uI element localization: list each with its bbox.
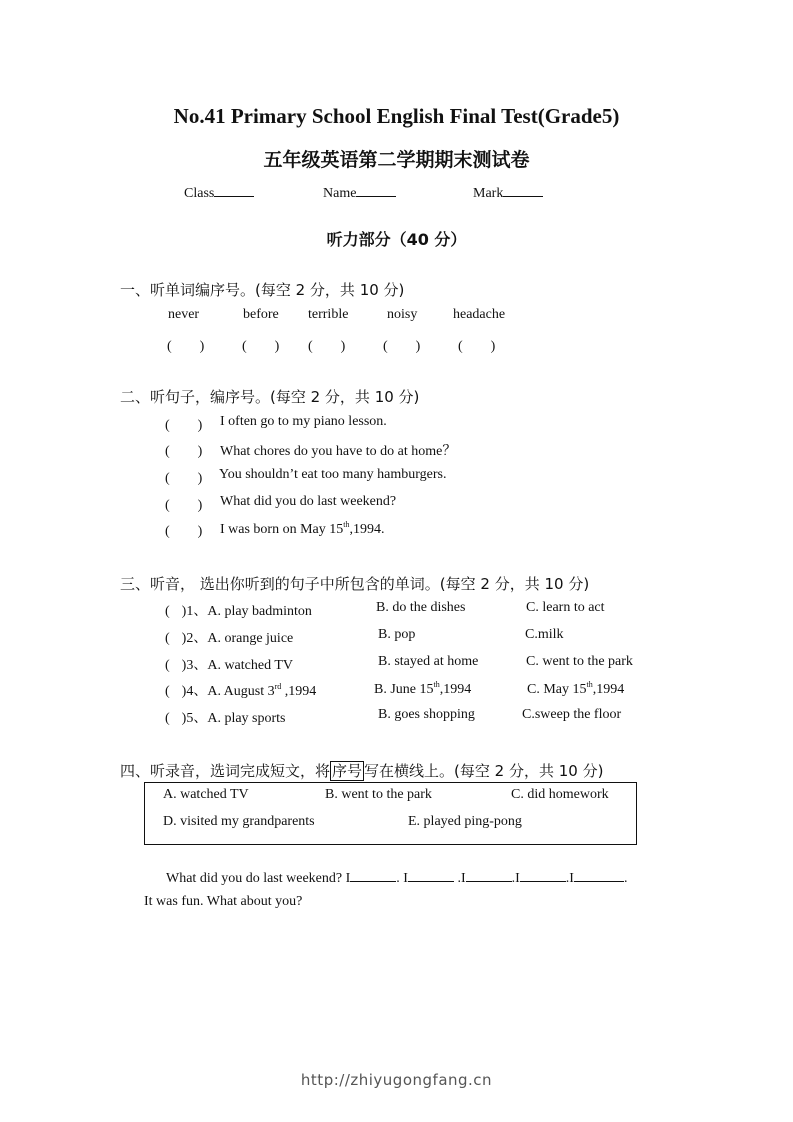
section4-heading-post: 写在横线上。(每空 2 分，共 10 分) <box>364 762 604 780</box>
section2-answer-3[interactable]: ( ) <box>165 471 203 486</box>
section2-heading: 二、听句子，编序号。(每空 2 分，共 10 分) <box>120 388 420 406</box>
mark-label: Mark <box>473 186 504 201</box>
section3-row-5-c: C.sweep the floor <box>522 707 622 722</box>
section1-answer-3[interactable]: ( ) <box>308 339 346 354</box>
section3-row-5-b: B. goes shopping <box>378 707 475 722</box>
open-paren[interactable]: ( <box>165 658 170 673</box>
listening-section-title: 听力部分（40 分） <box>326 230 467 249</box>
passage-line-1: What did you do last weekend? I . I .I .I .I . <box>166 867 627 887</box>
open-paren[interactable]: ( <box>165 631 170 646</box>
section3-row-2-c: C.milk <box>525 627 564 642</box>
mark-field <box>473 182 543 202</box>
section1-word-1: never <box>168 307 200 322</box>
section3-row-4-c-tail: ,1994 <box>592 682 625 697</box>
section2-sentence-1: I often go to my piano lesson. <box>220 414 387 429</box>
section3-row-4-a: )4、A. August 3 <box>181 684 275 699</box>
section3-heading: 三、听音， 选出你听到的句子中所包含的单词。(每空 2 分，共 10 分) <box>120 575 590 593</box>
passage-question: What did you do last weekend? I <box>166 871 351 886</box>
open-paren[interactable]: ( <box>165 684 170 699</box>
ordinal-suffix: th <box>433 680 440 689</box>
passage-blank-2[interactable] <box>408 867 454 882</box>
ordinal-suffix: rd <box>274 682 282 691</box>
open-paren[interactable]: ( <box>165 711 170 726</box>
section2-answer-4[interactable]: ( ) <box>165 498 203 513</box>
section3-row-2 <box>165 627 293 647</box>
passage-blank-3[interactable] <box>466 867 512 882</box>
name-field <box>323 182 396 202</box>
section3-row-4 <box>165 680 316 700</box>
section3-row-1 <box>165 600 312 620</box>
section3-row-3-c: C. went to the park <box>526 654 633 669</box>
passage-blank-1[interactable] <box>350 867 396 882</box>
section3-row-2-a: )2、A. orange juice <box>181 631 294 646</box>
section4-heading <box>120 760 603 781</box>
class-blank <box>214 182 254 197</box>
section1-answer-4[interactable]: ( ) <box>383 339 421 354</box>
section4-heading-pre: 四、听录音，选词完成短文，将 <box>120 762 331 780</box>
section3-row-1-c: C. learn to act <box>526 600 605 615</box>
section3-row-4-b <box>374 680 471 698</box>
word-bank-option-a: A. watched TV <box>163 787 249 802</box>
section3-row-3-b: B. stayed at home <box>378 654 479 669</box>
word-bank-option-c: C. did homework <box>511 787 609 802</box>
section2-sentence-5-text: I was born on May 15 <box>220 522 344 537</box>
section2-sentence-4: What did you do last weekend? <box>220 494 397 509</box>
section1-word-4: noisy <box>387 307 418 322</box>
section3-row-3 <box>165 654 293 674</box>
section4-heading-boxed: 序号 <box>332 762 363 780</box>
section3-row-2-b: B. pop <box>378 627 416 642</box>
section3-row-1-a: )1、A. play badminton <box>181 604 312 619</box>
section1-answer-2[interactable]: ( ) <box>242 339 280 354</box>
ordinal-suffix: th <box>343 520 350 529</box>
name-label: Name <box>323 186 357 201</box>
section3-row-4-c-text: C. May 15 <box>527 682 587 697</box>
class-label: Class <box>184 186 215 201</box>
section2-answer-2[interactable]: ( ) <box>165 444 203 459</box>
section3-row-4-c <box>527 680 624 698</box>
word-bank-option-e: E. played ping-pong <box>408 814 522 829</box>
ordinal-suffix: th <box>586 680 593 689</box>
section2-sentence-5 <box>220 520 385 538</box>
test-title: No.41 Primary School English Final Test(Grade5) <box>173 104 620 128</box>
test-subtitle: 五年级英语第二学期期末测试卷 <box>263 149 530 171</box>
section2-answer-5[interactable]: ( ) <box>165 524 203 539</box>
section3-row-5 <box>165 707 286 727</box>
passage-blank-4[interactable] <box>520 867 566 882</box>
section1-answer-5[interactable]: ( ) <box>458 339 496 354</box>
open-paren[interactable]: ( <box>165 604 170 619</box>
word-bank-option-b: B. went to the park <box>325 787 432 802</box>
section2-sentence-3: You shouldn’t eat too many hamburgers. <box>219 467 447 482</box>
section1-word-5: headache <box>453 307 506 322</box>
section1-word-3: terrible <box>308 307 349 322</box>
section2-answer-1[interactable]: ( ) <box>165 418 203 433</box>
section1-heading: 一、听单词编序号。(每空 2 分，共 10 分) <box>120 281 405 299</box>
section1-answer-1[interactable]: ( ) <box>167 339 205 354</box>
section3-row-3-a: )3、A. watched TV <box>181 658 293 673</box>
class-field <box>184 182 254 202</box>
section1-word-2: before <box>243 307 279 322</box>
section2-sentence-5-tail: ,1994. <box>349 522 385 537</box>
footer-url[interactable]: http://zhiyugongfang.cn <box>300 1071 493 1089</box>
passage-blank-5[interactable] <box>574 867 624 882</box>
section2-sentence-2: What chores do you have to do at home？ <box>220 444 457 459</box>
passage-line-2: It was fun. What about you? <box>144 894 303 909</box>
section3-row-1-b: B. do the dishes <box>376 600 466 615</box>
section3-row-4-b-tail: ,1994 <box>439 682 472 697</box>
word-bank-option-d: D. visited my grandparents <box>163 814 315 829</box>
section3-row-5-a: )5、A. play sports <box>181 711 286 726</box>
section3-row-4-b-text: B. June 15 <box>374 682 434 697</box>
name-blank <box>356 182 396 197</box>
mark-blank <box>503 182 543 197</box>
section3-row-4-a-tail: ,1994 <box>281 684 317 699</box>
